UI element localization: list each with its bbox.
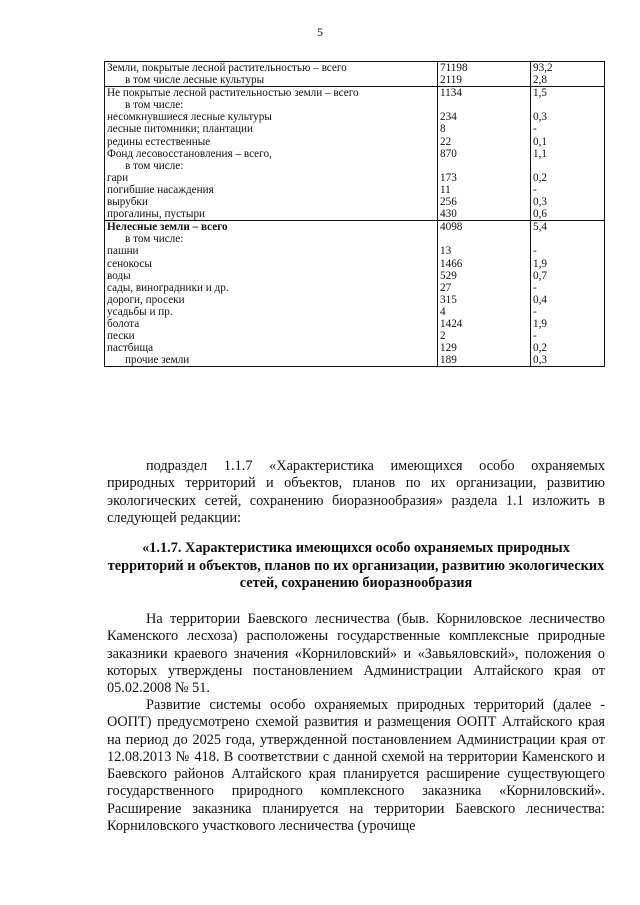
- table-row: [105, 99, 605, 111]
- table-row: [105, 123, 605, 135]
- row-area: 129: [438, 342, 531, 354]
- row-area: 4098: [438, 221, 531, 234]
- table-row: [105, 306, 605, 318]
- row-area: 4: [438, 306, 531, 318]
- table-row: [105, 184, 605, 196]
- row-area: 13: [438, 245, 531, 257]
- row-area: 71198: [438, 62, 531, 75]
- row-percent: -: [531, 282, 605, 294]
- row-percent: 0,4: [531, 294, 605, 306]
- row-area: 2119: [438, 74, 531, 87]
- table-row: [105, 270, 605, 282]
- row-area: 430: [438, 208, 531, 221]
- table-row: [105, 245, 605, 257]
- row-label: пески: [105, 330, 438, 342]
- paragraph-oopt-development: Развитие системы особо охраняемых природных территорий (далее - ООПТ) предусмотрено схемой развития и размещения ООПТ Алтайского края на период до 2025 года, утвержденной постановлением Администрации края от 12.08.2013 № 418. В соответствии с данной схемой на территории Каменского и Баевского районов Алтайского края планируется расширение существующего государственного природного комплексного заказника «Корниловский». Расширение заказника планируется на территории Баевского лесничества: Корниловского участкового лесничества (урочище: [107, 697, 605, 835]
- row-label: несомкнувшиеся лесные культуры: [105, 111, 438, 123]
- row-percent: 0,1: [531, 136, 605, 148]
- row-percent: 2,8: [531, 74, 605, 87]
- table-row: [105, 136, 605, 148]
- row-label: прочие земли: [105, 354, 438, 367]
- intro-paragraph: подраздел 1.1.7 «Характеристика имеющихся особо охраняемых природных территорий и объектов, планов по их организации, развитию экологических сетей, сохранению биоразнообразия» раздела 1.1 изложить в следующей редакции:: [107, 458, 605, 526]
- table-row: [105, 294, 605, 306]
- row-label: болота: [105, 318, 438, 330]
- row-label: Земли, покрытые лесной растительностью – всего: [105, 62, 438, 75]
- row-area: 529: [438, 270, 531, 282]
- row-percent: 0,3: [531, 111, 605, 123]
- row-area: 315: [438, 294, 531, 306]
- table-row: [105, 111, 605, 123]
- row-label: пашни: [105, 245, 438, 257]
- row-label: Не покрытые лесной растительностью земли – всего: [105, 87, 438, 100]
- table-row: [105, 282, 605, 294]
- row-area: [438, 99, 531, 111]
- row-label: в том числе:: [105, 233, 438, 245]
- row-percent: -: [531, 245, 605, 257]
- row-percent: 0,2: [531, 342, 605, 354]
- row-percent: 0,7: [531, 270, 605, 282]
- row-percent: 0,6: [531, 208, 605, 221]
- row-percent: 93,2: [531, 62, 605, 75]
- row-label: Фонд лесовосстановления – всего,: [105, 148, 438, 160]
- row-area: 1134: [438, 87, 531, 100]
- table-row: [105, 330, 605, 342]
- table-row: [105, 221, 605, 234]
- row-percent: -: [531, 184, 605, 196]
- row-percent: [531, 233, 605, 245]
- table-row: [105, 342, 605, 354]
- row-label: пастбища: [105, 342, 438, 354]
- row-area: 8: [438, 123, 531, 135]
- row-label: погибшие насаждения: [105, 184, 438, 196]
- row-area: 11: [438, 184, 531, 196]
- row-percent: 0,3: [531, 354, 605, 367]
- row-label: усадьбы и пр.: [105, 306, 438, 318]
- row-label: дороги, просеки: [105, 294, 438, 306]
- row-label: в том числе:: [105, 99, 438, 111]
- row-area: [438, 233, 531, 245]
- row-percent: -: [531, 306, 605, 318]
- table-row: [105, 208, 605, 221]
- row-area: 27: [438, 282, 531, 294]
- row-label: Нелесные земли – всего: [105, 221, 438, 234]
- row-percent: 0,3: [531, 196, 605, 208]
- table-row: [105, 354, 605, 367]
- page-number: 5: [317, 25, 323, 39]
- row-label: гари: [105, 172, 438, 184]
- row-percent: 0,2: [531, 172, 605, 184]
- row-label: сады, виноградники и др.: [105, 282, 438, 294]
- table-row: [105, 318, 605, 330]
- row-percent: 5,4: [531, 221, 605, 234]
- table-row: [105, 196, 605, 208]
- row-area: 189: [438, 354, 531, 367]
- row-area: 1424: [438, 318, 531, 330]
- land-table-body: [105, 62, 605, 367]
- row-area: 22: [438, 136, 531, 148]
- row-label: в том числе:: [105, 160, 438, 172]
- row-label: лесные питомники; плантации: [105, 123, 438, 135]
- row-area: 234: [438, 111, 531, 123]
- row-percent: 1,9: [531, 258, 605, 270]
- table-row: [105, 74, 605, 87]
- row-area: [438, 160, 531, 172]
- land-category-table: [104, 61, 605, 367]
- row-area: 173: [438, 172, 531, 184]
- row-area: 2: [438, 330, 531, 342]
- row-area: 870: [438, 148, 531, 160]
- table-row: [105, 233, 605, 245]
- row-percent: -: [531, 123, 605, 135]
- row-label: вырубки: [105, 196, 438, 208]
- row-label: в том числе лесные культуры: [105, 74, 438, 87]
- row-percent: 1,1: [531, 148, 605, 160]
- row-percent: [531, 99, 605, 111]
- row-area: 256: [438, 196, 531, 208]
- table-row: [105, 87, 605, 100]
- table-row: [105, 258, 605, 270]
- row-label: прогалины, пустыри: [105, 208, 438, 221]
- row-percent: 1,9: [531, 318, 605, 330]
- paragraph-protected-reserves: На территории Баевского лесничества (быв. Корниловское лесничество Каменского лесхоза) расположены государственные комплексные природные заказники краевого значения «Корниловский» и «Завьяловский», положения о которых утверждены постановлением Администрации Алтайского края от 05.02.2008 № 51.: [107, 611, 605, 697]
- row-label: сенокосы: [105, 258, 438, 270]
- row-area: 1466: [438, 258, 531, 270]
- table-row: [105, 172, 605, 184]
- table-row: [105, 148, 605, 160]
- section-heading: «1.1.7. Характеристика имеющихся особо охраняемых природных территорий и объектов, планов по их организации, развитию экологических сетей, сохранению биоразнообразия: [107, 540, 605, 592]
- table-row: [105, 160, 605, 172]
- table-row: [105, 62, 605, 75]
- row-percent: -: [531, 330, 605, 342]
- row-percent: [531, 160, 605, 172]
- row-label: воды: [105, 270, 438, 282]
- row-percent: 1,5: [531, 87, 605, 100]
- row-label: редины естественные: [105, 136, 438, 148]
